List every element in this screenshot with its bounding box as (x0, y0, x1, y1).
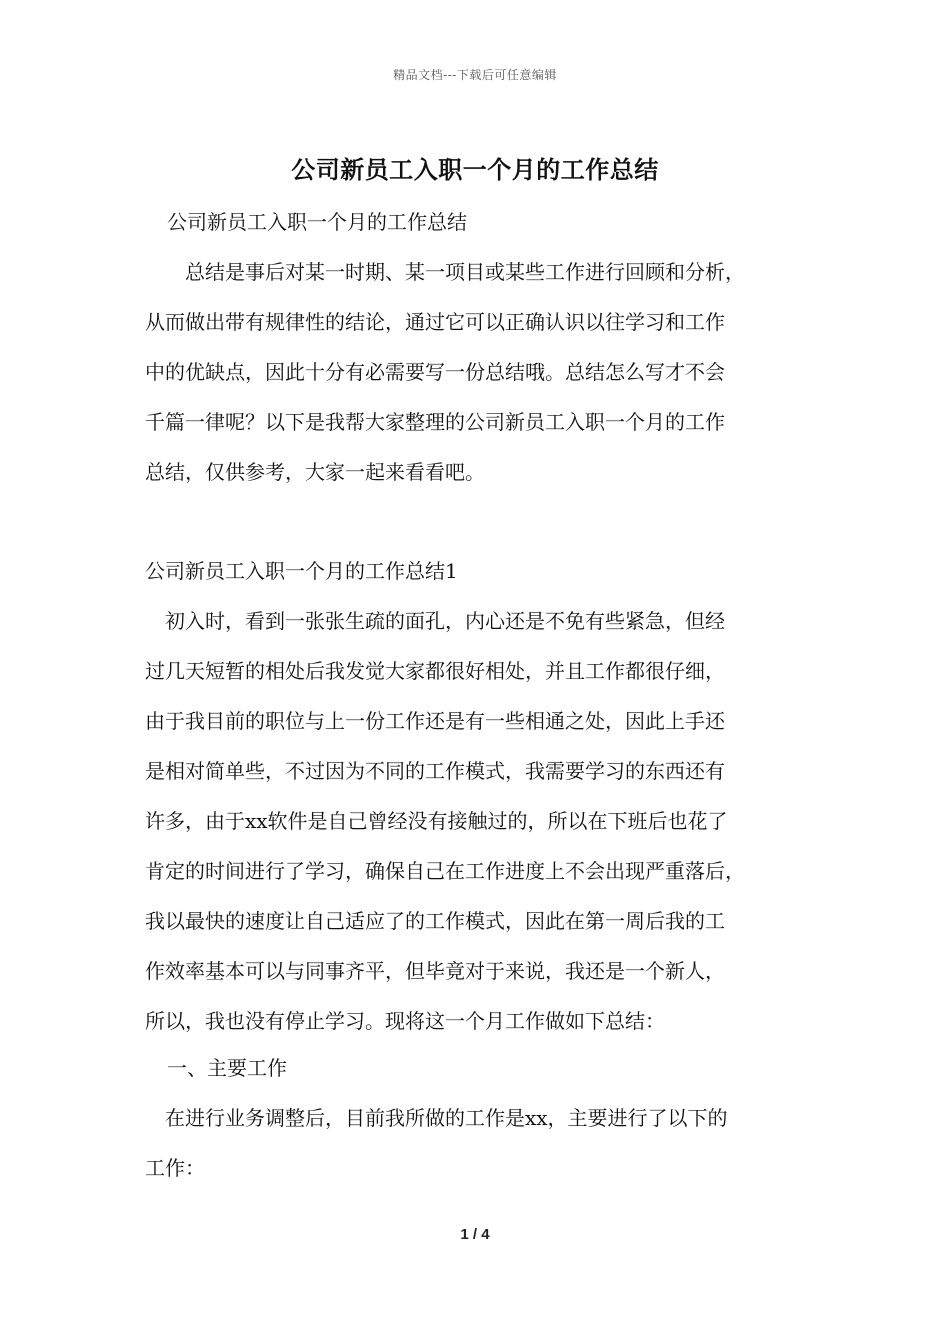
paragraph-line: 许多，由于xx软件是自己曾经没有接触过的，所以在下班后也花了 (145, 809, 728, 833)
paragraph-line: 在进行业务调整后，目前我所做的工作是xx，主要进行了以下的 (145, 1106, 728, 1130)
paragraph-line: 总结是事后对某一时期、某一项目或某些工作进行回顾和分析， (145, 260, 745, 284)
document-subtitle: 公司新员工入职一个月的工作总结 (167, 210, 467, 234)
paragraph-line: 千篇一律呢？以下是我帮大家整理的公司新员工入职一个月的工作 (145, 410, 725, 434)
paragraph-line: 初入时，看到一张张生疏的面孔，内心还是不免有些紧急，但经 (145, 609, 725, 633)
paragraph-line: 过几天短暂的相处后我发觉大家都很好相处，并且工作都很仔细， (145, 659, 725, 683)
paragraph-line: 是相对简单些，不过因为不同的工作模式，我需要学习的东西还有 (145, 759, 725, 783)
intro-paragraph (145, 247, 825, 497)
paragraph-line: 从而做出带有规律性的结论，通过它可以正确认识以往学习和工作 (145, 310, 725, 334)
heading-main-work: 一、主要工作 (167, 1056, 287, 1080)
paragraph-line: 我以最快的速度让自己适应了的工作模式，因此在第一周后我的工 (145, 909, 725, 933)
body-paragraph-1 (145, 596, 825, 1046)
paragraph-line: 中的优缺点，因此十分有必需要写一份总结哦。总结怎么写才不会 (145, 360, 725, 384)
paragraph-line: 总结，仅供参考，大家一起来看看吧。 (145, 460, 485, 484)
section-title: 公司新员工入职一个月的工作总结1 (145, 559, 458, 583)
paragraph-line: 肯定的时间进行了学习，确保自己在工作进度上不会出现严重落后， (145, 859, 745, 883)
paragraph-line: 由于我目前的职位与上一份工作还是有一些相通之处，因此上手还 (145, 709, 725, 733)
paragraph-line: 工作： (145, 1156, 205, 1180)
page-number: 1 / 4 (460, 1226, 490, 1243)
paragraph-line: 所以，我也没有停止学习。现将这一个月工作做如下总结： (145, 1009, 665, 1033)
paragraph-line: 作效率基本可以与同事齐平，但毕竟对于来说，我还是一个新人， (145, 959, 725, 983)
body-paragraph-2 (145, 1093, 825, 1193)
page-header: 精品文档---下载后可任意编辑 (393, 68, 557, 82)
document-title: 公司新员工入职一个月的工作总结 (291, 155, 659, 184)
